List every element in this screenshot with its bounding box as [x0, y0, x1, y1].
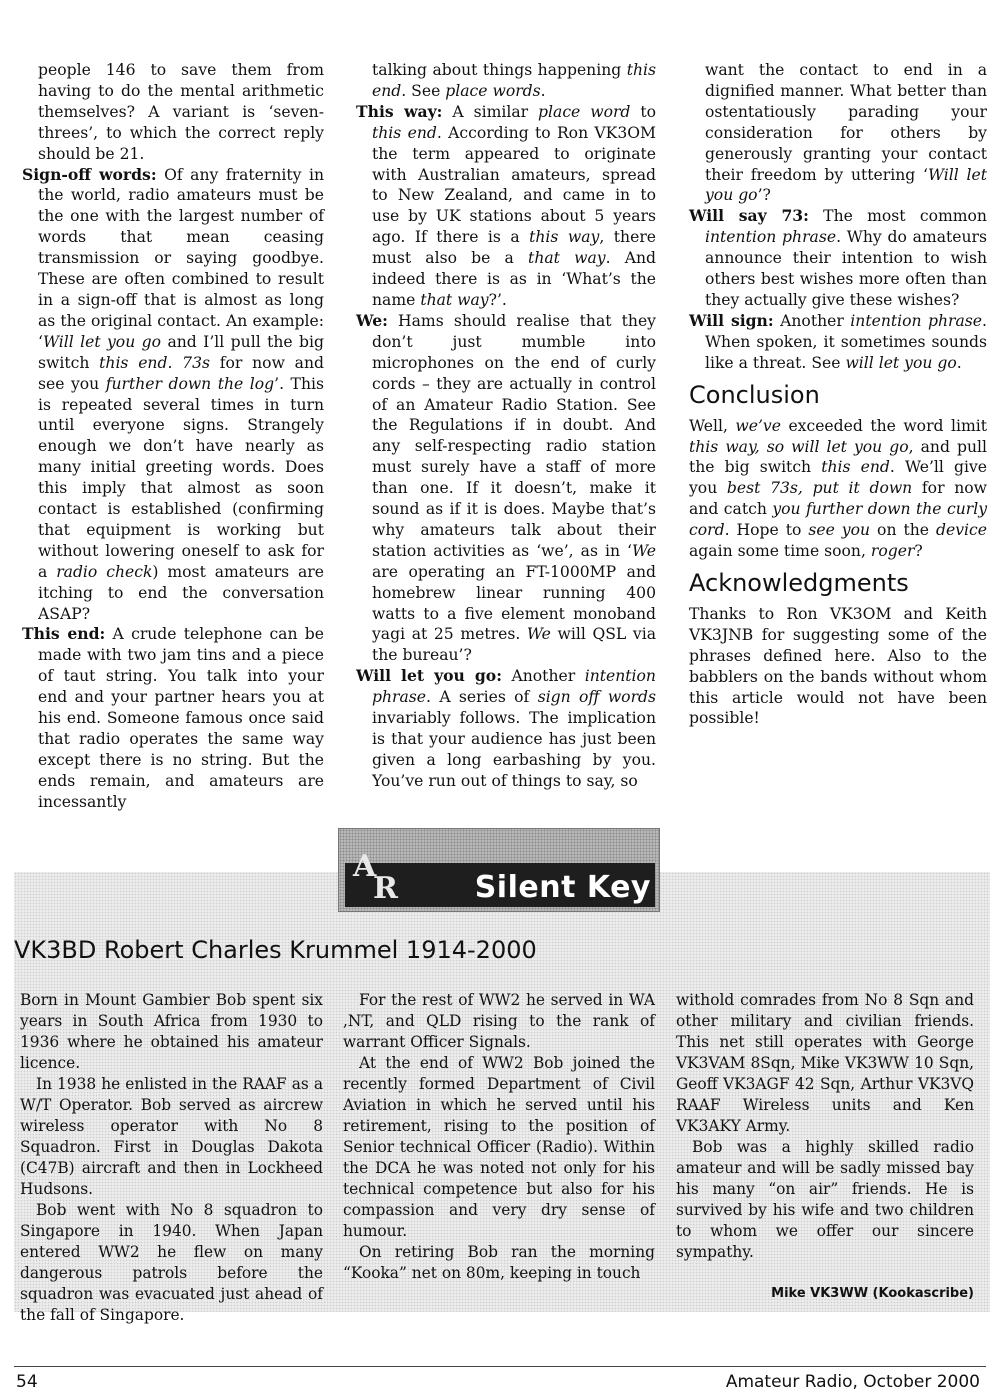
text: A crude telephone can be made with two jam tins and a piece of taut string. You talk into your end and your partner hears you at his end. Someone famous once said that radio operates the same way except there is no string. But the ends remain, and amateurs are incessantly — [38, 625, 324, 811]
text: this end — [821, 458, 890, 477]
text: we’ve — [735, 416, 781, 435]
ar-logo — [351, 849, 407, 909]
text: best 73s, put it down — [726, 479, 913, 498]
term: This way: — [356, 101, 443, 121]
text: We — [526, 625, 551, 644]
article-column-2 — [356, 60, 656, 792]
acknowledgments-paragraph: Thanks to Ron VK3OM and Keith VK3JNB for suggesting some of the phrases defined here. Also to the babblers on the bands without whom this article would not have been possible! — [689, 604, 987, 728]
text: . Hope to — [724, 521, 809, 540]
text: The most common — [808, 207, 987, 226]
text: this end — [372, 61, 656, 100]
text: , there must also be a — [372, 228, 657, 268]
text: . We’ll give you — [689, 458, 987, 498]
text: talking about things happening — [372, 61, 627, 79]
text: ? — [914, 542, 923, 561]
text: want the contact to end in a dignified manner. What better than ostentatiously parading your consideration for others by generously granting your contact their freedom by uttering ‘ — [705, 61, 987, 184]
text: sign off words — [537, 688, 657, 707]
text: this way, so will let you go — [689, 437, 909, 456]
text: ) most amateurs are itching to end the conversation ASAP? — [38, 562, 324, 623]
text: place word — [538, 102, 631, 121]
conclusion-paragraph — [689, 416, 987, 562]
glossary-entry-will-let-you-go — [356, 666, 656, 791]
obituary-column-1 — [20, 990, 323, 1326]
term: Will say 73: — [689, 206, 809, 226]
conclusion-heading: Conclusion — [689, 380, 820, 409]
logo-letter-r: R — [373, 871, 398, 906]
text: intention phrase — [705, 228, 837, 247]
paragraph: people 146 to save them from having to do the mental arithmetic themselves? A variant is ‘seven-threes’, to which the correct reply should be 21. — [38, 61, 324, 163]
text: . — [956, 353, 962, 372]
paragraph — [689, 60, 987, 206]
text: for now and see you — [38, 353, 324, 393]
text: again some time soon, — [689, 542, 871, 561]
term: Will sign: — [689, 310, 774, 330]
text: ’. This is repeated several times in turn until everyone signs. Strangely enough we don’t have nearly as many initial greeting words. Does this imply that almost as soon contact is established (confirming that equipment is working but without lowering oneself to ask for a — [38, 374, 324, 581]
term: Will let you go: — [356, 666, 502, 686]
text: Hams should realise that they don’t just mumble into microphones on the end of curly cords – they are actually in control of an Amateur Radio Station. See the Regulations if in doubt. And any self-respecting radio station must surely have a staff of more than one. If it doesn’t, make it sound as if it is does. Maybe that’s why amateurs talk about their station activities as ‘we’, as in ‘ — [372, 311, 656, 560]
glossary-entry-signoff — [22, 165, 324, 625]
text: A similar — [442, 102, 539, 121]
text: ?’. — [488, 290, 507, 309]
text: intention phrase — [372, 667, 656, 707]
term: Sign-off words: — [22, 164, 157, 184]
paragraph: In 1938 he enlisted in the RAAF as a W/T Operator. Bob served as aircrew wireless operator with No 8 Squadron. First in Douglas Dakota (C47B) aircraft and then in Lockheed Hudsons. — [20, 1075, 323, 1198]
obituary-column-3 — [676, 990, 974, 1263]
silent-key-banner — [338, 828, 660, 912]
text: . See — [401, 81, 446, 100]
paragraph: At the end of WW2 Bob joined the recently formed Department of Civil Aviation in which he served until his retirement, rising to the position of Senior technical Officer (Radio). Within the DCA he was noted not only for his technical competence but also for his compassion and very dry sense of humour. — [343, 1054, 655, 1240]
text: intention phrase — [850, 311, 983, 330]
text: invariably follows. The implication is that your audience has just been given a long earbashing by you. You’ve run out of things to say, so — [372, 709, 656, 790]
text: see you — [808, 521, 871, 540]
text: this end. 73s — [99, 353, 211, 372]
paragraph: For the rest of WW2 he served in WA ,NT, and QLD rising to the rank of warrant Officer Signals. — [343, 991, 655, 1051]
page-number: 54 — [16, 1372, 38, 1392]
text: will QSL via the bureau’? — [372, 625, 656, 665]
text: will let you go — [845, 353, 957, 372]
publication-name: Amateur Radio, October 2000 — [725, 1372, 980, 1392]
text: . And indeed there is as in ‘What’s the name — [372, 249, 656, 309]
text: you further down the curly cord — [689, 500, 988, 540]
glossary-entry-will-sign — [689, 311, 987, 374]
text: are operating an FT-1000MP and homebrew linear running 400 watts to a five element monoband yagi at 25 metres. — [372, 562, 656, 644]
text: . Why do amateurs announce their intention to wish others best wishes more often than they actually give these wishes? — [705, 228, 988, 309]
text: Another — [501, 667, 585, 686]
paragraph: On retiring Bob ran the morning “Kooka” net on 80m, keeping in touch — [343, 1243, 655, 1282]
text: place words — [445, 81, 541, 100]
text: ’? — [757, 186, 771, 205]
acknowledgments-heading: Acknowledgments — [689, 568, 909, 597]
paragraph: Bob was a highly skilled radio amateur and will be sadly missed bay his many “on air” friends. He is survived by his wife and two children to whom we offer our sincere sympathy. — [676, 1138, 974, 1261]
text: roger — [870, 542, 915, 561]
logo-letter-a: A — [353, 849, 377, 884]
obituary-column-2 — [343, 990, 655, 1284]
obituary-author: Mike VK3WW (Kookascribe) — [771, 1286, 974, 1301]
paragraph: withold comrades from No 8 Sqn and other military and civilian friends. This net still operates with George VK3VAM 8Sqn, Mike VK3WW 10 Sqn, Geoff VK3AGF 42 Sqn, Arthur VK3VQ RAAF Wireless units and Ken VK3AKY Army. — [676, 991, 974, 1135]
text: , and pull the big switch — [689, 437, 987, 477]
glossary-entry-this-end — [22, 624, 324, 812]
term: We: — [356, 310, 388, 330]
footer-rule — [14, 1366, 986, 1367]
glossary-entry-will-say-73 — [689, 206, 987, 311]
article-column-3 — [689, 60, 987, 729]
text: Will let you go — [42, 332, 162, 351]
text: to — [630, 102, 657, 121]
text: that way — [528, 249, 606, 268]
text: Of any fraternity in the world, radio amateurs must be the one with the largest number of words that mean ceasing transmission or saying goodbye. These are often combined to result in a sign-off that is almost as long as the original contact. An example: ‘ — [38, 165, 324, 351]
text: for now and catch — [689, 479, 987, 519]
glossary-entry-this-way — [356, 102, 656, 311]
text: . According to Ron VK3OM the term appeared to originate with Australian amateurs, spread to New Zealand, and came in to use by UK stations about 5 years ago. If there is a — [372, 123, 656, 247]
obituary-heading: VK3BD Robert Charles Krummel 1914-2000 — [14, 936, 537, 964]
text: Well, — [689, 416, 736, 435]
text: Another — [773, 311, 851, 330]
article-column-1 — [22, 60, 324, 813]
term: This end: — [22, 624, 106, 644]
text: this way — [529, 228, 600, 247]
paragraph: Bob went with No 8 squadron to Singapore in 1940. When Japan entered WW2 he flew on many dangerous patrols before the squadron was evacuated just ahead of the fall of Singapore. — [20, 1201, 323, 1324]
text: further down the log — [105, 374, 275, 393]
text: radio check — [56, 562, 153, 581]
paragraph: Born in Mount Gambier Bob spent six years in South Africa from 1930 to 1936 where he obtained his amateur licence. — [20, 991, 323, 1072]
text: . When spoken, it sometimes sounds like a threat. See — [705, 311, 987, 372]
text: that way — [420, 290, 489, 309]
text: . — [540, 81, 546, 100]
text: exceeded the word limit — [780, 416, 987, 435]
text: . A series of — [426, 688, 538, 707]
text: device — [936, 521, 987, 540]
text: We — [632, 541, 656, 560]
glossary-entry-we — [356, 311, 656, 666]
text: this end — [372, 123, 437, 142]
text: and I’ll pull the big switch — [38, 332, 325, 372]
silent-key-title: Silent Key — [474, 870, 651, 905]
paragraph — [356, 60, 656, 102]
text: on the — [870, 521, 937, 540]
text: Will let you go — [705, 165, 988, 205]
